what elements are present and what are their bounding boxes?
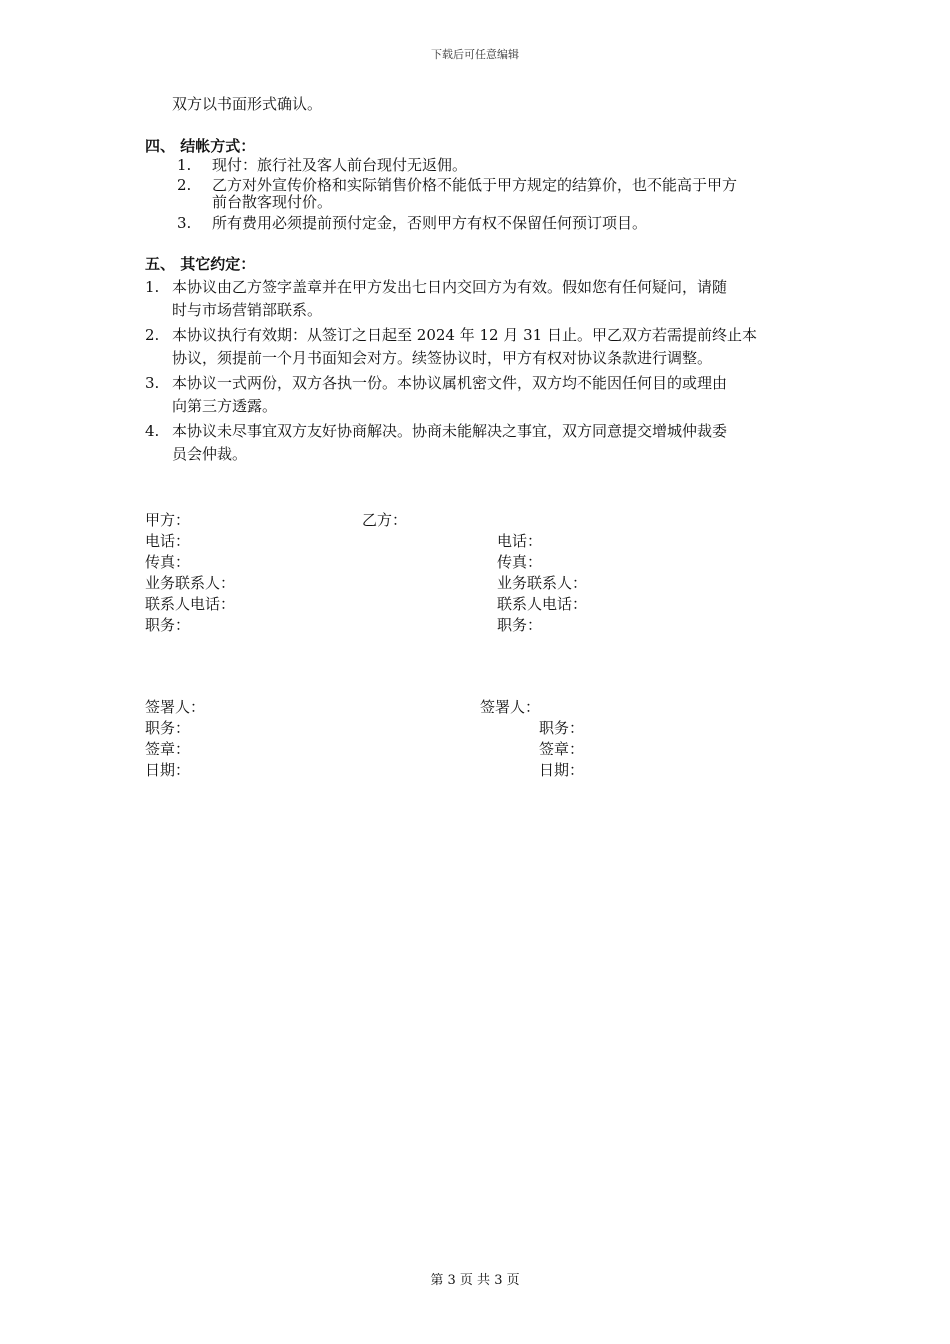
s5-item-4-line-1: 本协议未尽事宜双方友好协商解决。协商未能解决之事宜，双方同意提交增城仲裁委 [172,422,728,440]
party-b-contact-phone-label: 联系人电话： [497,595,588,613]
left-seal-label: 签章： [145,740,191,758]
party-a-title-label: 职务： [145,616,191,634]
s4-item-1-line-1: 现付：旅行社及客人前台现付无返佣。 [212,156,468,174]
party-b-label: 乙方： [362,511,408,529]
s4-item-3-num: 3. [177,214,192,232]
right-signer-label: 签署人： [480,698,541,716]
s5-item-2-line-2: 协议，须提前一个月书面知会对方。续签协议时，甲方有权对协议条款进行调整。 [172,349,713,367]
s5-item-1-num: 1. [145,278,160,296]
s5-item-2-num: 2. [145,326,160,344]
s4-item-2-num: 2. [177,176,192,194]
party-a-contact-phone-label: 联系人电话： [145,595,236,613]
s5-item-3-line-2: 向第三方透露。 [172,397,278,415]
page-header-note: 下载后可任意编辑 [431,48,519,61]
s5-item-3-num: 3. [145,374,160,392]
s5-item-2-line-1: 本协议执行有效期：从签订之日起至 2024 年 12 月 31 日止。甲乙双方若需提前终止本 [172,326,757,344]
left-date-label: 日期： [145,761,191,779]
right-seal-label: 签章： [539,740,585,758]
s4-item-1-num: 1. [177,156,192,174]
s5-item-4-line-2: 员会仲裁。 [172,445,248,463]
party-a-contact-label: 业务联系人： [145,574,236,592]
s4-item-2-line-1: 乙方对外宣传价格和实际销售价格不能低于甲方规定的结算价，也不能高于甲方 [212,176,738,194]
party-b-phone-label: 电话： [497,532,543,550]
party-b-title-label: 职务： [497,616,543,634]
s4-item-3-line-1: 所有费用必须提前预付定金，否则甲方有权不保留任何预订项目。 [212,214,648,232]
left-title-label: 职务： [145,719,191,737]
s4-item-2-line-2: 前台散客现付价。 [212,193,333,211]
section-5-title: 五、 其它约定： [145,255,256,273]
section-4-title: 四、 结帐方式： [145,137,256,155]
party-b-contact-label: 业务联系人： [497,574,588,592]
party-a-fax-label: 传真： [145,553,191,571]
s5-item-1-line-2: 时与市场营销部联系。 [172,301,323,319]
s5-item-1-line-1: 本协议由乙方签字盖章并在甲方发出七日内交回方为有效。假如您有任何疑问，请随 [172,278,728,296]
left-signer-label: 签署人： [145,698,206,716]
page-number: 第 3 页 共 3 页 [430,1273,520,1288]
right-date-label: 日期： [539,761,585,779]
party-a-label: 甲方： [145,511,191,529]
confirmation-line: 双方以书面形式确认。 [172,95,323,113]
s5-item-4-num: 4. [145,422,160,440]
party-a-phone-label: 电话： [145,532,191,550]
right-title-label: 职务： [539,719,585,737]
s5-item-3-line-1: 本协议一式两份，双方各执一份。本协议属机密文件，双方均不能因任何目的或理由 [172,374,728,392]
party-b-fax-label: 传真： [497,553,543,571]
